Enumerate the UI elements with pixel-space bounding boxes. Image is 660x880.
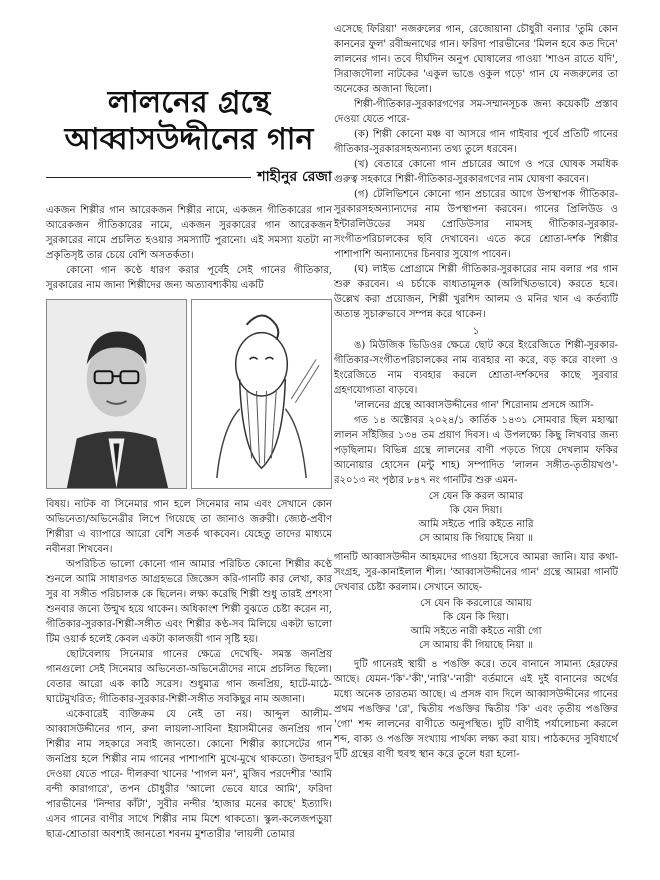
left-column <box>46 16 332 842</box>
section-number: ১ <box>472 326 480 337</box>
paragraph: একেবারেই ব্যক্তিক্রম যে নেই তা নয়। আব্দুল আলীম-আব্বাসউদ্দীনের গান, রুনা লায়লা-সাবিনা ইয়াসমীনের জনপ্রিয় গান শিল্পীর নাম সহকারে সবাই জানতো। কোনো শিল্পীর ক্যাসেটের গান জনপ্রিয় হলে শিল্পীর নাম গানের পাশাপাশি মুখে-মুখে থাকতো। উদাহরণ দেওয়া যেতে পারে- দীলরুবা খানের 'পাগল মন', মুজিব পরদেশীর 'আমি বন্দী কারাগারে', তপন চৌধুরীর 'আলো ভেবে যারে আমি', ফরিদা পারভীনের 'নিন্দার কাঁটা', সুবীর নন্দীর 'হাজার মনের কাছে' ইত্যাদি। এসব গানের বাণীর সাথে শিল্পীর নাম মিশে থাকতো। স্কুল-কলেজপড়ুয়া ছাত্র-শ্রোতারা অবশ্যই জানতো শবনম মুশতারীর 'লায়লী তোমার <box>46 709 332 840</box>
paragraph: দুটি গানেরই স্থায়ী ৪ পঙক্তি করে। তবে বানানে সামান্য হেরফের আছে। যেমন-'কি'-'কী','নারি'-'নারী' বর্তমানে এই দুই বানানের অর্থের মধ্যে অনেক তারতম্য আছে। এ প্রসঙ্গ বাদ দিলে আব্বাসউদ্দীনের গানের প্রথম পঙক্তির 'রে', দ্বিতীয় পঙক্তির দ্বিতীয় 'কি' এবং তৃতীয় পঙক্তির 'গো' শব্দ লালনের বাণীতে অনুপস্থিত। দুটি বাণীই পর্যালোচনা করলে শব্দ, বাক্য ও পঙক্তি সংখ্যায় পার্থক্য লক্ষ্য করা যায়। পাঠকদের সুবিধার্থে দুটি গ্রন্থের বাণী হুবহু স্থান করে তুলে ধরা হলো- <box>334 659 618 760</box>
author-portrait-photo <box>46 299 187 489</box>
byline-rule <box>46 177 251 178</box>
proposal-item: (ঘ) লাইভ প্রোগ্রামে শিল্পী গীতিকার-সুরকারের নাম বলার পর গান শুরু করবেন। এ চর্চাকে বাধ্যতামূলক (অলিখিতভাবে) করতে হবে। উল্লেখ করা প্রয়োজন, শিল্পী খুরশিদ আলম ও মনির খান এ কর্তব্যটি অত্যন্ত সুচারুভাবে সম্পন্ন করে থাকেন। <box>334 264 618 320</box>
paragraph: ছোটবেলায় সিনেমার গানের ক্ষেত্রে দেখেছি- সমস্ত জনপ্রিয় গানগুলো সেই সিনেমার অভিনেতা-অভিনেত্রীদের নামে প্রচলিত ছিলো। বেতার আরো এক কাঠি সরেস। শুধুমাত্র গান জনপ্রিয়, হাটে-মাঠে-ঘাটেমুখরিত; গীতিকার-সুরকার-শিল্পী-সঙ্গীত সবকিছুর নাম অজানা। <box>46 649 332 705</box>
paragraph: অপরিচিত ভালো কোনো গান আমার পরিচিত কোনো শিল্পীর কণ্ঠে শুনলে আমি সাধারণত আগ্রহভরে জিজ্ঞেস করি-গানটি কার লেখা, কার সুর বা সঙ্গীত পরিচালক কে ছিলেন। লক্ষ্য করেছি শিল্পী শুধু তারই প্রশংসা শুনবার জন্যে উন্মুখ হয়ে থাকেন। অধিকাংশ শিল্পী বুঝতে চেষ্টা করেন না, গীতিকার-সুরকার-শিল্পী-সঙ্গীত এবং শিল্পীর কণ্ঠ-সব মিলিয়ে একটা ভালো টিম ওয়ার্ক হলেই কেবল একটা কালজয়ী গান সৃষ্টি হয়। <box>46 559 332 645</box>
verse-line: আমি সইতে নারী কইতে নারী গো <box>410 626 542 637</box>
paragraph: কোনো গান কণ্ঠে ধারণ করার পূর্বেই সেই গানের গীতিকার, সুরকারের নাম জানা শিল্পীদের জন্য অত্যাবশ্যকীয় একটি <box>46 265 332 291</box>
lalon-sketch-illustration <box>191 299 332 489</box>
lalon-verse <box>334 490 618 546</box>
verse-line: সে যেন কি করলোরে আমায় <box>420 598 532 609</box>
article-title-line2: আব্বাসউদ্দীনের গান <box>64 121 314 157</box>
paragraph: 'লালনের গ্রন্থে আব্বাসউদ্দীনের গান' শিরোনাম প্রসঙ্গে আসি- <box>354 400 594 411</box>
verse-line: সে আমায় কী গিয়াছে নিয়া ॥ <box>419 640 533 651</box>
proposal-item: ঙ) মিউজিক ভিডিওর ক্ষেত্রে ছোট করে ইংরেজিতে শিল্পী-সুরকার-গীতিকার-সংগীতপরিচালকের নাম ব্যবহার না করে, বড় করে বাংলা ও ইংরেজিতে নাম ব্যবহার করলে শ্রোতা-দর্শকদের কাছে সুরবার গ্রহণযোগ্যতা বাড়বে। <box>334 340 618 396</box>
article-title-line1: লালনের গ্রন্থে <box>107 85 271 120</box>
paragraph: গানটি আব্বাসউদ্দীন আহমদের গাওয়া হিসেবে আমরা জানি। যার কথা-সংগ্রহ, সুর-কানাইলাল শীল। 'আব্বাসউদ্দীনের গান' গ্রন্থে আমরা গানটি দেখবার চেষ্টা করলাম। সেখানে আছে- <box>334 552 618 593</box>
paragraph: একজন শিল্পীর গান আরেকজন শিল্পীর নামে, একজন গীতিকারের গান আরেকজন গীতিকারের নামে, একজন সুরকারের গান আরেকজন সুরকারের নামে প্রচলিত হওয়ার সমস্যাটি পুরানো। এই সমস্যা যতটা না প্রকৃতিসৃষ্ট তার চেয়ে বেশি অসতর্কতা। <box>46 205 332 261</box>
verse-line: সে যেন কি করল আমার <box>428 491 524 502</box>
paragraph: এসেছে ফিরিয়া' নজরুলের গান, রেজোয়ানা চৌধুরী বন্যার 'তুমি কোন কাননের ফুল' রবীন্দ্রনাথের গান। ফরিদা পারভীনের 'মিলন হবে কত দিনে' লালনের গান। তবে দীর্ঘদিন অনুপ ঘোষালের গাওয়া 'শাওন রাতে যদি', সিরাজদৌলা নাটকের 'একুল ভাঙে ওকুল গড়ে' গান যে নজরুলের তা অনেকের অজানা ছিলো। <box>334 24 618 95</box>
proposal-item: (খ) বেতারে কোনো গান প্রচারের আগে ও পরে ঘোষক সমধিক গুরুত্ব সহকারে শিল্পী-গীতিকার-সুরকারগণের নাম ঘোষণা করবেন। <box>334 159 618 185</box>
abbasuddin-verse <box>334 597 618 653</box>
proposal-item: (ক) শিল্পী কোনো মঞ্চ বা আসরে গান গাইবার পূর্বে প্রতিটি গানের গীতিকার-সুরকারসহঅন্যান্য তথ্য তুলে ধরবেন। <box>334 129 618 155</box>
paragraph: গত ১৪ অক্টোবর ২০২৪/১ কার্তিক ১৪৩১ সোমবার ছিল মহাত্মা লালন সাঁইজির ১৩৪ তম প্রয়াণ দিবস। এ উপলক্ষ্যে কিছু লিখবার জন্য পড়ছিলাম। বিভিন্ন গ্রন্থে লালনের বাণী পড়তে গিয়ে দেখলাম ফকির আনোয়ার হোসেন (মন্টু শাহ) সম্পাদিত 'লালন সঙ্গীত-তৃতীয়খণ্ড'-র২০১৩ নং পৃষ্ঠার ৮৪৭ নং গানটির শুরু এমন- <box>334 415 618 486</box>
author-name: শাহীনুর রেজা <box>257 169 332 185</box>
paragraph: শিল্পী-গীতিকার-সুরকারগণের সম-সম্মানসূচক জন্য কয়েকটি প্রস্তাব দেওয়া যেতে পারে- <box>334 99 618 125</box>
right-column <box>334 22 618 762</box>
proposal-item: (গ) টেলিভিশনে কোনো গান প্রচারের আগে উপস্থাপক গীতিকার-সুরকারসহঅন্যান্যদের নাম উপস্থাপনা করবেন। গানের প্রিলিউড ও ইন্টারলিউডের সময় প্রোডিউসার নামসহ গীতিকার-সুরকার-সংগীতপরিচালকের ছবি দেখাবেন। এতে করে শ্রোতা-দর্শক শিল্পীর পাশাপাশি অন্যান্যদের চিনবার সুযোগ পাবেন। <box>334 189 618 260</box>
verse-line: কি যেন কি দিয়া। <box>443 612 509 623</box>
verse-line: কি যেন দিয়া। <box>449 505 503 516</box>
byline <box>46 165 332 189</box>
verse-line: আমি সইতে পারি কইতে নারি <box>418 519 534 530</box>
verse-line: সে আমায় কি গিয়াছে নিয়া ॥ <box>419 533 533 544</box>
paragraph: বিষয়। নাটক বা সিনেমার গান হলে সিনেমার নাম এবং সেখানে কোন অভিনেতা/অভিনেত্রীর লিপে গিয়েছে তা জানাও জরুরী। জ্যেষ্ঠ-প্রবীণ শিল্পীরা এ ব্যাপারে আরো বেশি সতর্ক থাকবেন। যেহেতু তাদের মাধ্যমে নবীনরা শিখবেন। <box>46 499 332 555</box>
photo-row <box>46 299 332 489</box>
